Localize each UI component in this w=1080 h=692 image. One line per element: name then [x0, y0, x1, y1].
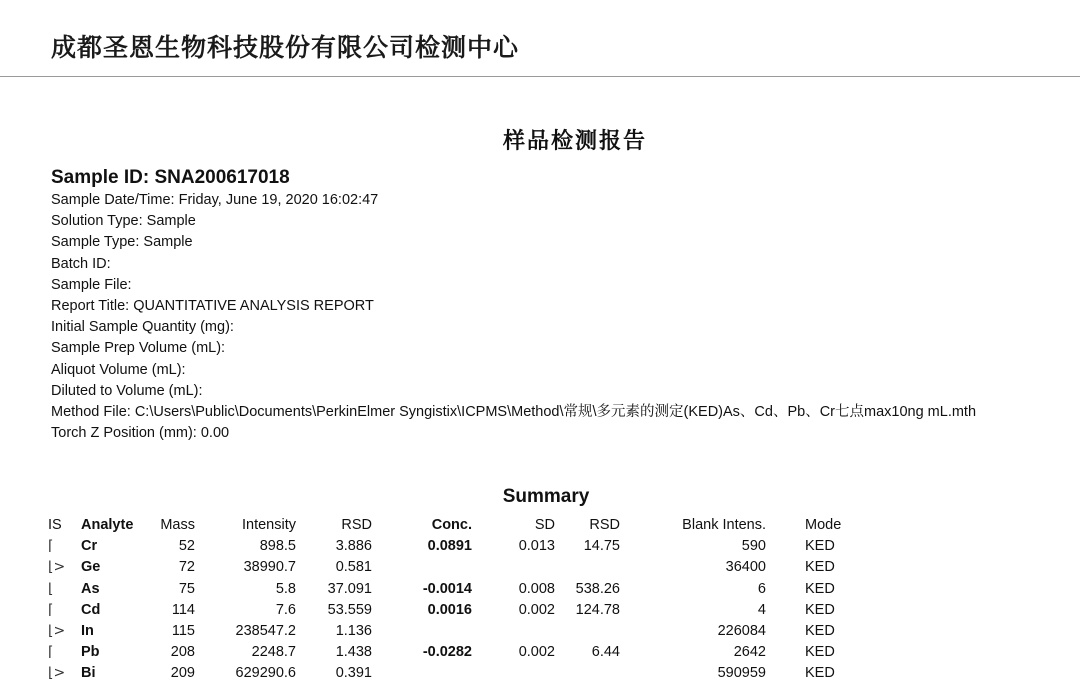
is-marker-cell: ⌊: [48, 580, 54, 597]
conc-rsd-cell: 14.75: [583, 538, 620, 555]
blank-intensity-cell: 4: [757, 601, 766, 618]
mode-cell: KED: [805, 623, 835, 640]
is-marker-cell: ⌈: [48, 601, 54, 618]
col-header-mass: Mass: [160, 517, 195, 533]
concentration-cell: 0.0891: [427, 538, 472, 555]
concentration-cell: [372, 621, 472, 642]
intensity-cell: 5.8: [275, 580, 296, 597]
table-row: [48, 557, 885, 578]
sd-cell: [472, 621, 555, 642]
blank-intensity-cell: 590: [741, 538, 766, 555]
concentration-cell: -0.0014: [422, 580, 472, 597]
sample-file: Sample File:: [51, 276, 132, 293]
conc-rsd-cell: [555, 663, 620, 684]
intensity-cell: 629290.6: [235, 665, 296, 682]
diluted-to-volume: Diluted to Volume (mL):: [51, 382, 203, 399]
header-divider: [0, 76, 1080, 77]
intensity-rsd-cell: 0.391: [335, 665, 372, 682]
sample-date-time: Sample Date/Time: Friday, June 19, 2020 16:02:47: [51, 192, 379, 208]
col-header-sd: SD: [534, 517, 555, 533]
conc-rsd-cell: [555, 621, 620, 642]
mode-cell: KED: [805, 644, 835, 661]
col-header-conc-rsd: RSD: [589, 517, 620, 533]
intensity-cell: 7.6: [275, 601, 296, 618]
intensity-rsd-cell: 0.581: [335, 559, 372, 576]
table-row: [48, 536, 885, 557]
intensity-cell: 38990.7: [243, 559, 296, 576]
mass-cell: 115: [171, 623, 195, 640]
concentration-cell: [372, 663, 472, 684]
mass-cell: 72: [178, 559, 195, 576]
table-row: [48, 621, 885, 642]
intensity-cell: 898.5: [259, 538, 296, 555]
sd-cell: 0.002: [518, 644, 555, 661]
sd-cell: 0.008: [518, 580, 555, 597]
batch-id: Batch ID:: [51, 255, 111, 272]
col-header-intensity: Intensity: [242, 517, 296, 533]
method-file: Method File: C:\Users\Public\Documents\PerkinElmer Syngistix\ICPMS\Method\常规\多元素的测定(KED)As、Cd、Pb、Cr七点max10ng mL.mth: [51, 403, 977, 420]
sample-type: Sample Type: Sample: [51, 234, 193, 251]
mass-cell: 208: [170, 644, 195, 661]
blank-intensity-cell: 36400: [725, 559, 766, 576]
table-row: [48, 600, 885, 621]
initial-sample-quantity: Initial Sample Quantity (mg):: [51, 319, 234, 336]
intensity-rsd-cell: 53.559: [327, 601, 372, 618]
col-header-blank-intens: Blank Intens.: [682, 517, 766, 533]
intensity-cell: 238547.2: [235, 623, 296, 640]
report-title: 样品检测报告: [502, 129, 647, 154]
sample-info: [51, 190, 976, 444]
analyte-cell: Cr: [81, 538, 98, 555]
torch-z-position: Torch Z Position (mm): 0.00: [51, 425, 230, 442]
mass-cell: 52: [178, 538, 195, 555]
summary-body: [48, 536, 885, 684]
sample-prep-volume: Sample Prep Volume (mL):: [51, 340, 226, 357]
concentration-cell: [372, 557, 472, 578]
mode-cell: KED: [805, 580, 835, 597]
conc-rsd-cell: 6.44: [591, 644, 620, 661]
intensity-rsd-cell: 3.886: [335, 538, 372, 555]
is-marker-cell: ⌊>: [48, 559, 66, 576]
mode-cell: KED: [805, 601, 835, 618]
table-row: [48, 663, 885, 684]
report-title-line: Report Title: QUANTITATIVE ANALYSIS REPORT: [51, 297, 374, 314]
blank-intensity-cell: 2642: [733, 644, 766, 661]
sd-cell: [472, 557, 555, 578]
is-marker-cell: ⌈: [48, 644, 54, 661]
blank-intensity-cell: 226084: [717, 623, 766, 640]
mass-cell: 114: [171, 601, 195, 618]
conc-rsd-cell: 124.78: [575, 601, 620, 618]
table-row: [48, 579, 885, 600]
col-header-analyte: Analyte: [81, 517, 134, 533]
col-header-conc: Conc.: [431, 517, 472, 533]
summary-table: [48, 515, 885, 685]
is-marker-cell: ⌈: [48, 538, 54, 555]
col-header-rsd: RSD: [341, 517, 372, 533]
blank-intensity-cell: 590959: [717, 665, 766, 682]
analyte-cell: In: [81, 623, 94, 640]
summary-header-row: [48, 515, 885, 536]
mass-cell: 209: [170, 665, 195, 682]
mode-cell: KED: [805, 538, 835, 555]
analyte-cell: Cd: [81, 601, 101, 618]
analyte-cell: Ge: [81, 559, 101, 576]
solution-type: Solution Type: Sample: [51, 213, 196, 230]
is-marker-cell: ⌊>: [48, 665, 66, 682]
conc-rsd-cell: [555, 557, 620, 578]
mode-cell: KED: [805, 559, 835, 576]
analyte-cell: Bi: [81, 665, 96, 682]
mass-cell: 75: [178, 580, 195, 597]
table-row: [48, 642, 885, 663]
blank-intensity-cell: 6: [757, 580, 766, 597]
conc-rsd-cell: 538.26: [575, 580, 620, 597]
concentration-cell: 0.0016: [427, 601, 472, 618]
sd-cell: 0.013: [518, 538, 555, 555]
intensity-rsd-cell: 1.438: [335, 644, 372, 661]
mode-cell: KED: [805, 665, 835, 682]
col-header-is: IS: [48, 517, 62, 533]
sd-cell: [472, 663, 555, 684]
aliquot-volume: Aliquot Volume (mL):: [51, 361, 186, 378]
concentration-cell: -0.0282: [422, 644, 472, 661]
sd-cell: 0.002: [518, 601, 555, 618]
intensity-rsd-cell: 37.091: [327, 580, 372, 597]
summary-title: Summary: [502, 486, 590, 507]
is-marker-cell: ⌊>: [48, 623, 66, 640]
company-name: 成都圣恩生物科技股份有限公司检测中心: [51, 33, 520, 62]
analyte-cell: As: [81, 580, 100, 597]
sample-id: Sample ID: SNA200617018: [51, 167, 290, 188]
col-header-mode: Mode: [805, 517, 842, 533]
analyte-cell: Pb: [81, 644, 100, 661]
intensity-cell: 2248.7: [251, 644, 296, 661]
intensity-rsd-cell: 1.136: [335, 623, 372, 640]
